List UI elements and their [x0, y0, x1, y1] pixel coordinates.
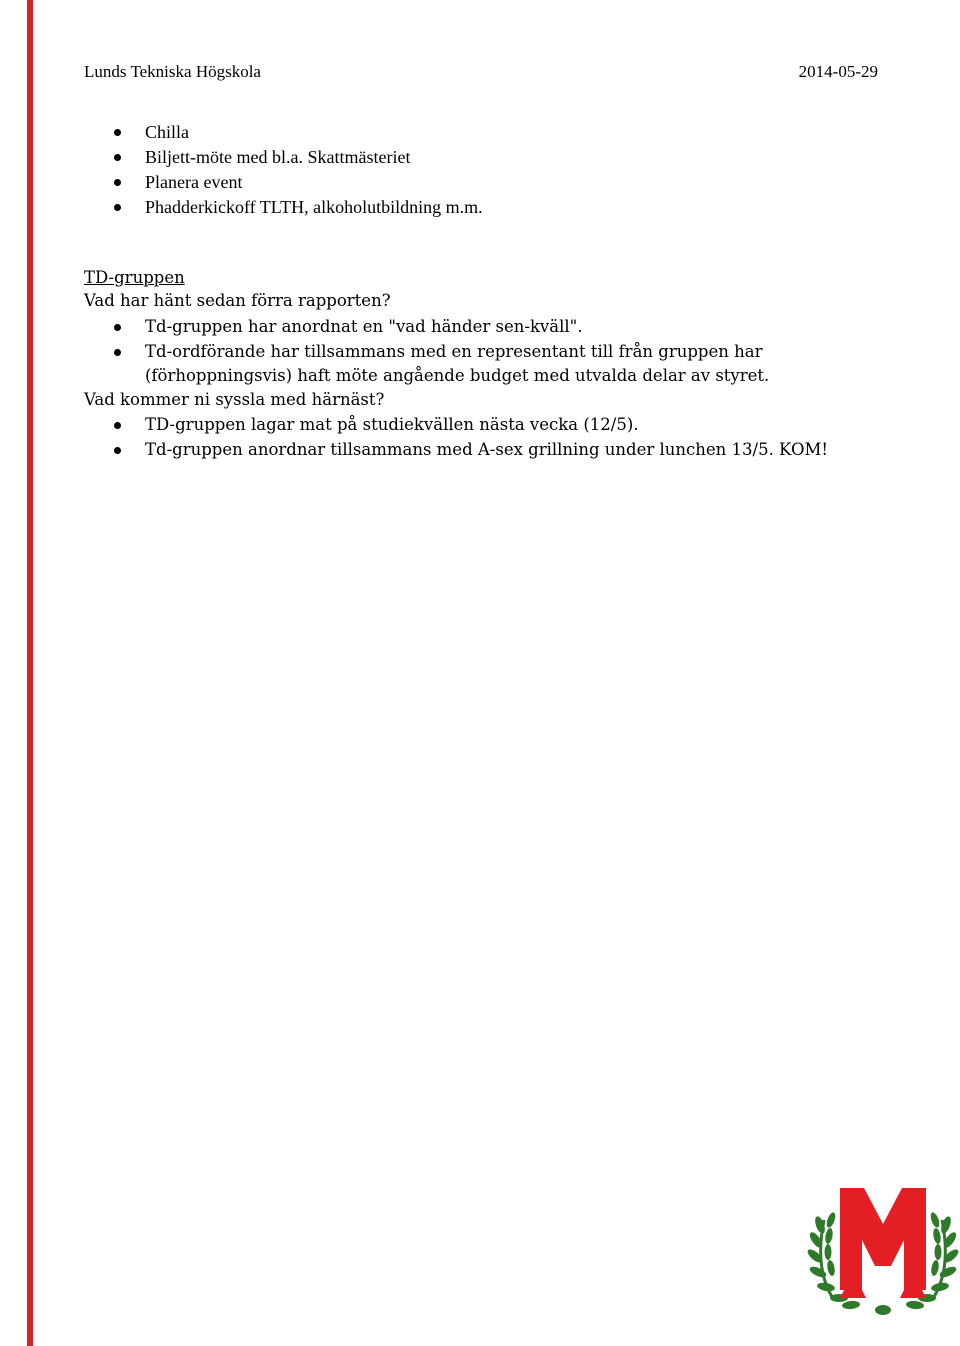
list-item: Td-gruppen anordnar tillsammans med A-sex grillning under lunchen 13/5. KOM!: [0, 438, 928, 463]
bullet-icon: [114, 422, 121, 429]
header-organization: Lunds Tekniska Högskola: [84, 62, 261, 81]
header-date: 2014-05-29: [798, 62, 878, 81]
list-item: Biljett-möte med bl.a. Skattmästeriet: [0, 145, 583, 170]
bullet-icon: [114, 324, 121, 331]
report-list: [0, 315, 960, 389]
bullet-icon: [114, 349, 121, 356]
section-question: Vad har hänt sedan förra rapporten?: [84, 291, 391, 310]
list-item: Planera event: [0, 170, 583, 195]
bullet-icon: [114, 154, 121, 161]
list-item: Td-ordförande har tillsammans med en representant till från gruppen har (förhoppningsvis) haft möte angående budget med utvalda delar av styret.: [0, 340, 960, 389]
activity-list: [0, 120, 583, 220]
bullet-icon: [114, 179, 121, 186]
list-item: Td-gruppen har anordnat en "vad händer sen-kväll".: [0, 315, 960, 340]
bullet-icon: [114, 447, 121, 454]
plans-list: [0, 413, 928, 462]
list-item: Phadderkickoff TLTH, alkoholutbildning m.m.: [0, 195, 583, 220]
bullet-icon: [114, 204, 121, 211]
m-laurel-logo-icon: [806, 1180, 960, 1320]
section-title: TD-gruppen: [84, 268, 185, 287]
section-question: Vad kommer ni syssla med härnäst?: [84, 390, 385, 409]
page-header: [84, 62, 878, 84]
list-item: Chilla: [0, 120, 583, 145]
bullet-icon: [114, 129, 121, 136]
list-item: TD-gruppen lagar mat på studiekvällen nästa vecka (12/5).: [0, 413, 928, 438]
